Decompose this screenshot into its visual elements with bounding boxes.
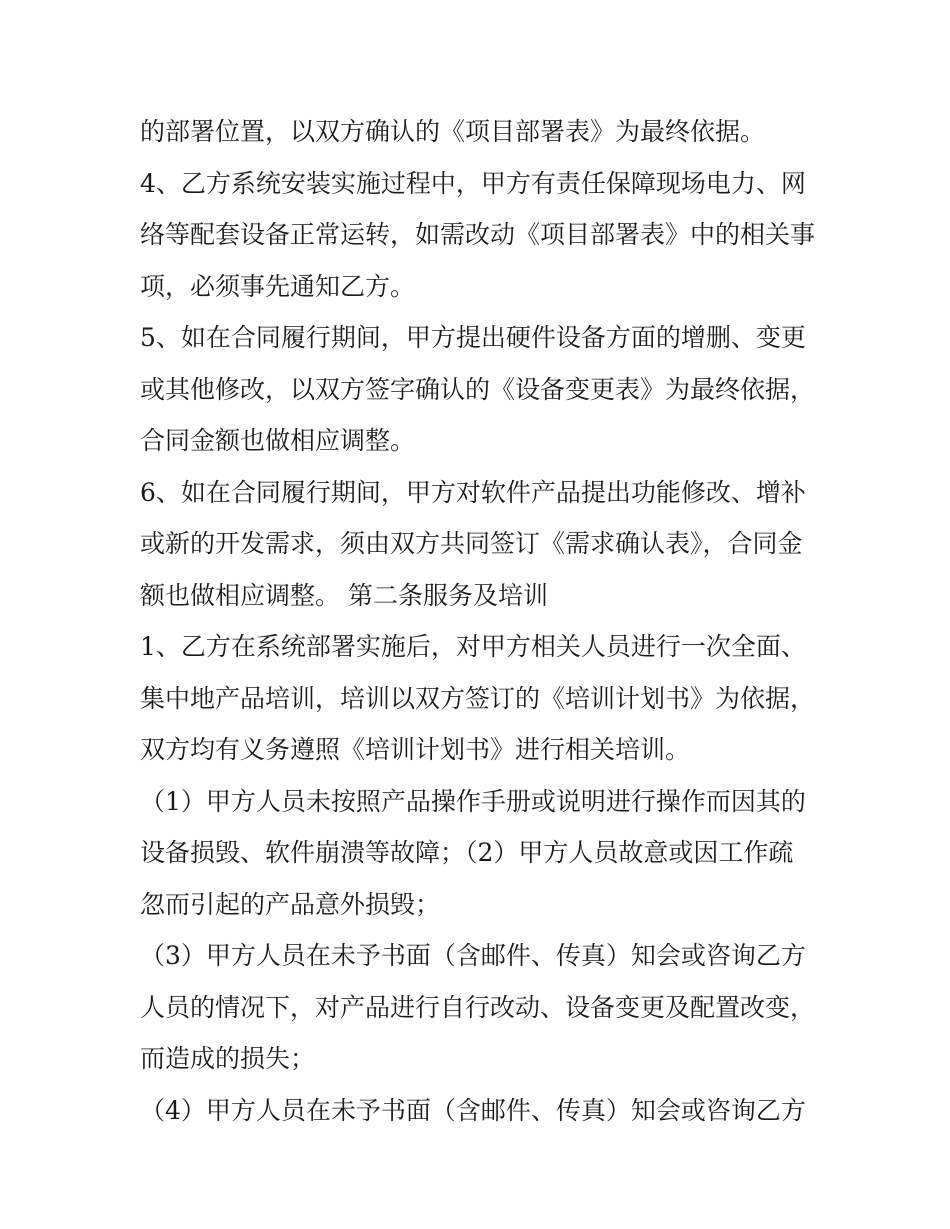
text-line: 而造成的损失； (140, 1044, 316, 1073)
text-line: 项，必须事先通知乙方。 (140, 271, 416, 301)
text-line: 设备损毁、软件崩溃等故障；（2）甲方人员故意或因工作疏 (140, 838, 794, 867)
text-line: 1、乙方在系统部署实施后，对甲方相关人员进行一次全面、 (140, 632, 806, 661)
text-line: 络等配套设备正常运转，如需改动《项目部署表》中的相关事 (140, 220, 816, 249)
text-line: 双方均有义务遵照《培训计划书》进行相关培训。 (140, 735, 691, 764)
text-line: 合同金额也做相应调整。 (140, 426, 416, 455)
text-line: （4）甲方人员在未予书面（含邮件、传真）知会或咨询乙方 (140, 1095, 806, 1125)
text-line: 或新的开发需求，须由双方共同签订《需求确认表》，合同金 (140, 529, 803, 558)
text-line: 4、乙方系统安装实施过程中，甲方有责任保障现场电力、网 (140, 168, 806, 198)
text-line: 额也做相应调整。 第二条服务及培训 (140, 580, 548, 610)
text-line: 忽而引起的产品意外损毁； (140, 889, 441, 919)
text-line: 6、如在合同履行期间，甲方对软件产品提出功能修改、增补 (140, 477, 806, 507)
text-line: 集中地产品培训，培训以双方签订的《培训计划书》为依据， (140, 683, 816, 713)
text-line: 5、如在合同履行期间，甲方提出硬件设备方面的增删、变更 (140, 323, 806, 352)
text-line: 人员的情况下，对产品进行自行改动、设备变更及配置改变， (140, 992, 816, 1022)
text-line: （1）甲方人员未按照产品操作手册或说明进行操作而因其的 (140, 786, 806, 816)
text-line: 的部署位置，以双方确认的《项目部署表》为最终依据。 (140, 117, 766, 146)
document-body (140, 106, 820, 1136)
text-line: （3）甲方人员在未予书面（含邮件、传真）知会或咨询乙方 (140, 941, 806, 970)
text-line: 或其他修改，以双方签字确认的《设备变更表》为最终依据， (140, 374, 816, 404)
